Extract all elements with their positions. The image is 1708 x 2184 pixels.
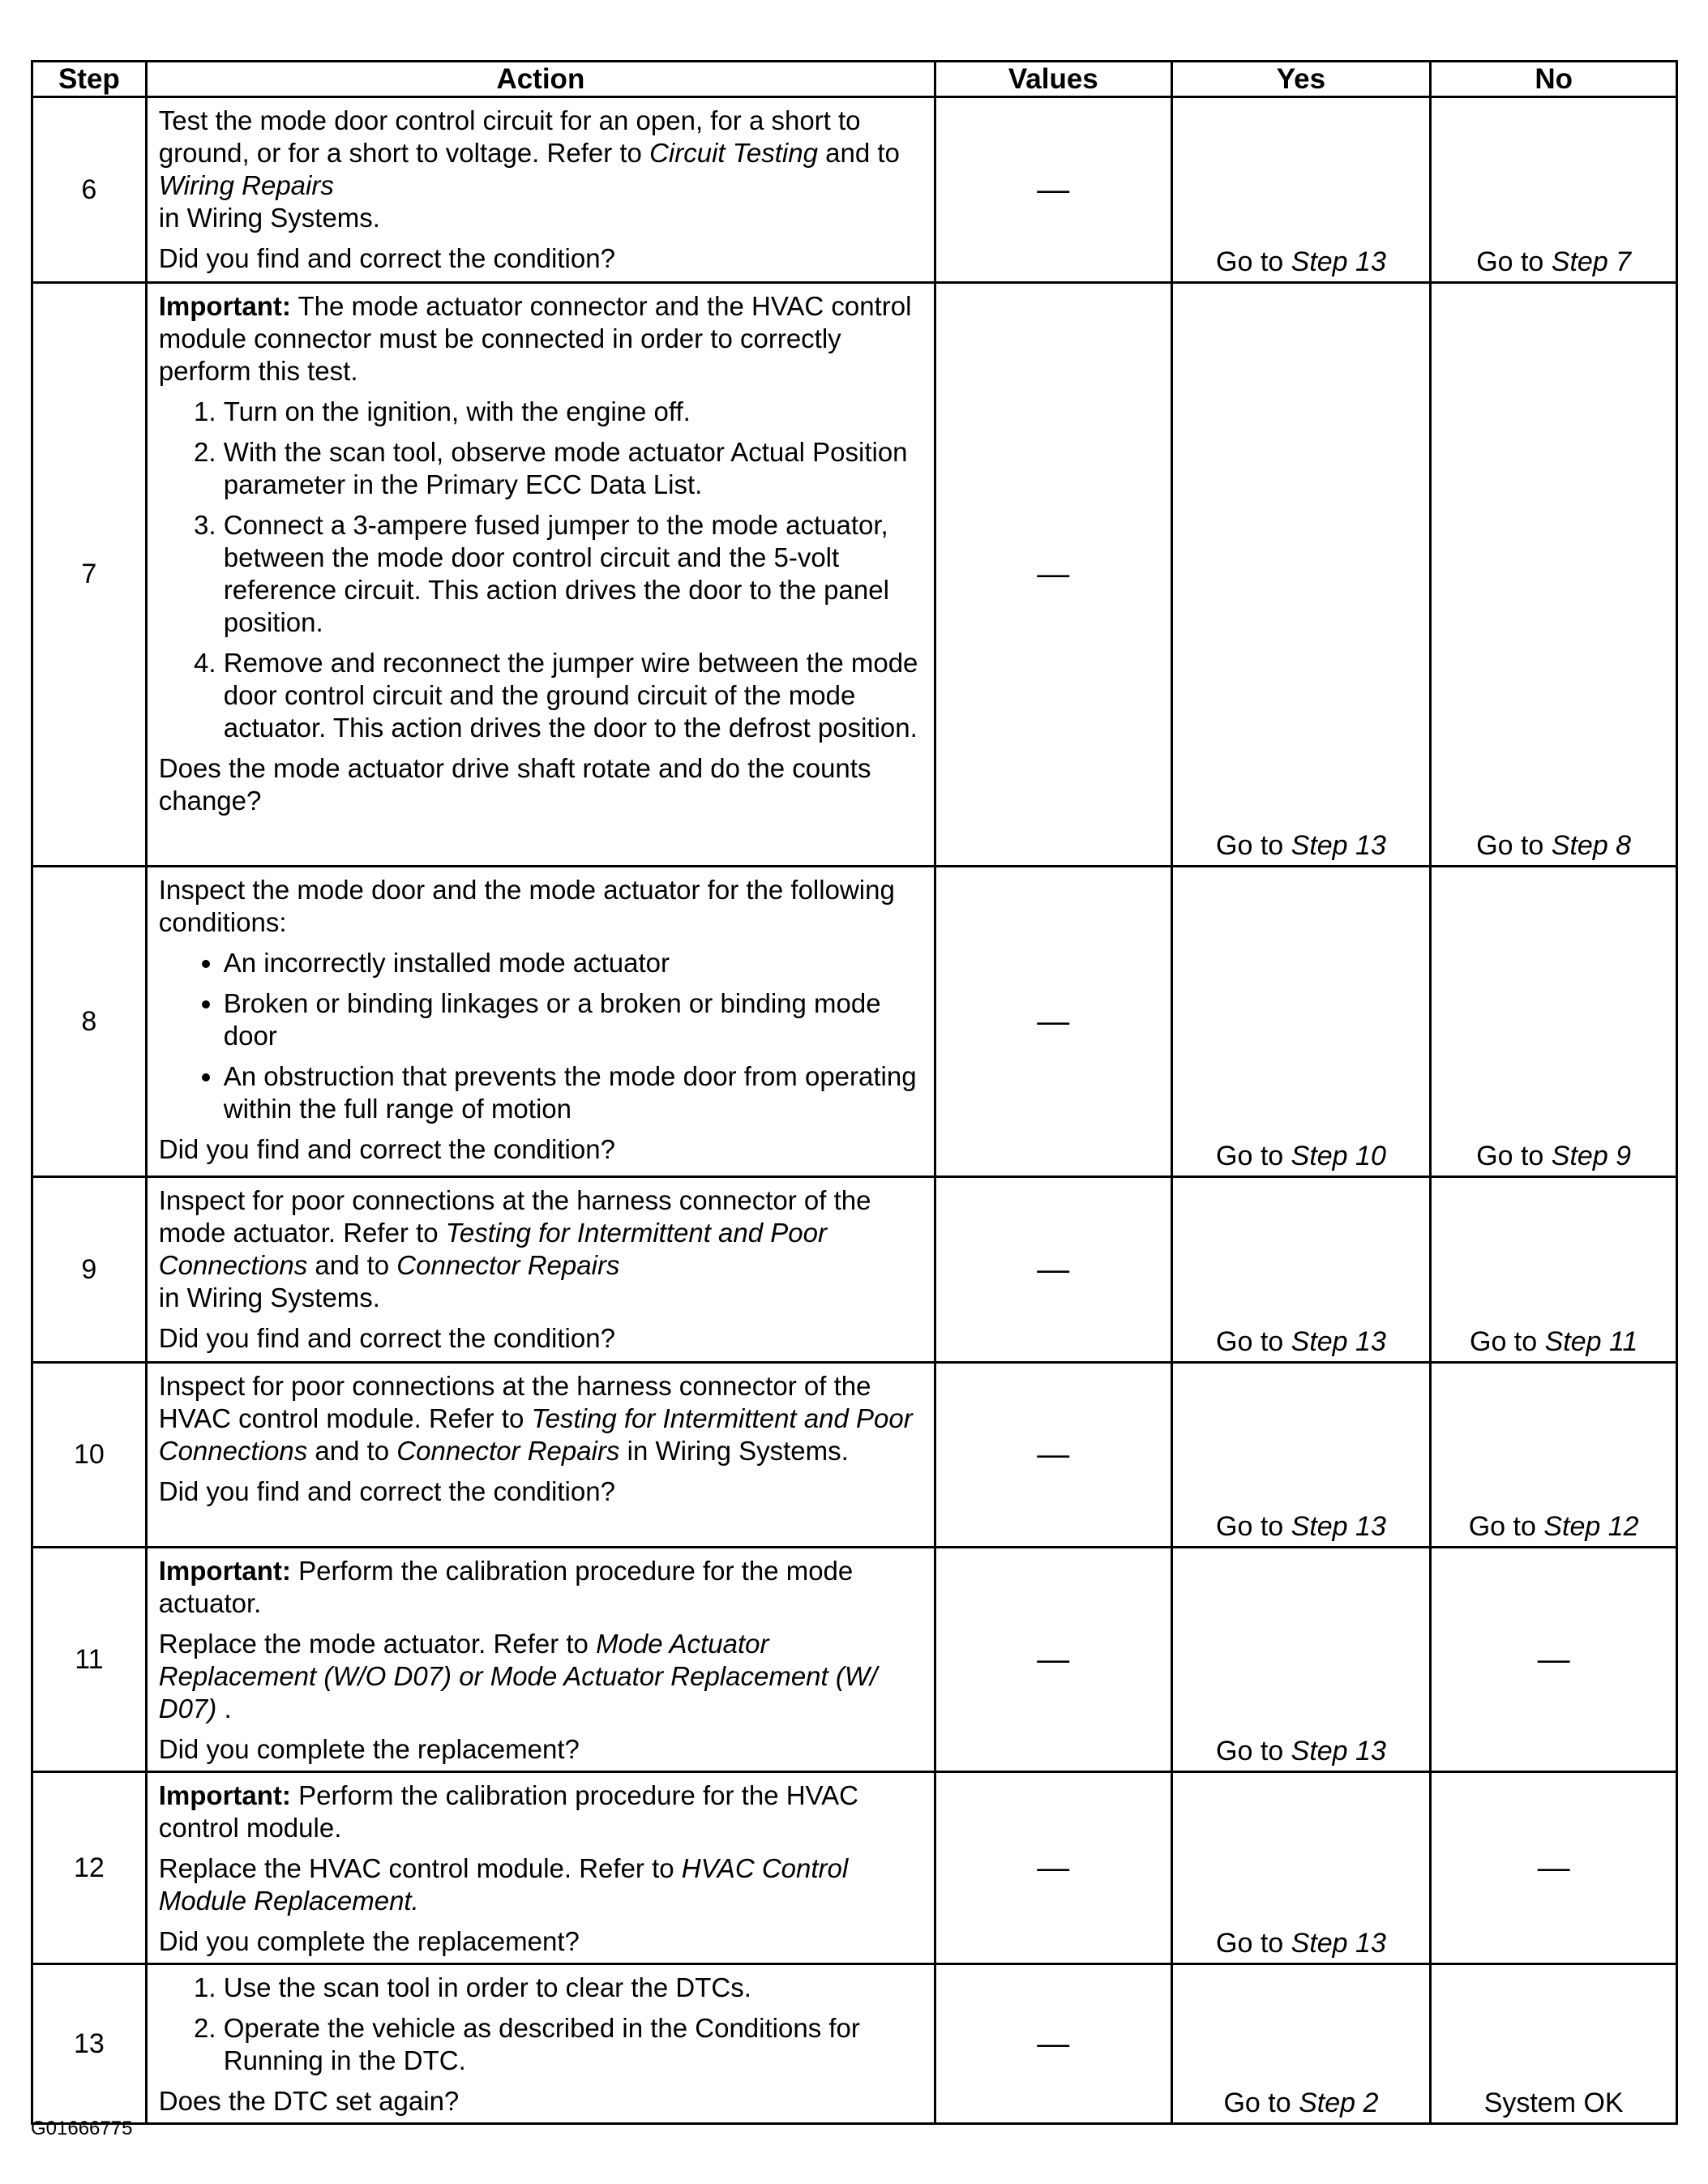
no-cell: System OK xyxy=(1431,1964,1677,2124)
step-number: 12 xyxy=(32,1772,147,1964)
action-question: Does the mode actuator drive shaft rotate and do the counts change? xyxy=(158,753,871,816)
yes-cell: Go to Step 13 xyxy=(1171,1548,1431,1772)
table-row xyxy=(32,97,1677,283)
figure-id: G01666775 xyxy=(31,2118,133,2139)
important-note: Important: Perform the calibration procedure for the mode actuator. xyxy=(158,1556,854,1618)
action-question: Did you find and correct the condition? xyxy=(158,1476,615,1506)
table-row xyxy=(32,1363,1677,1548)
list-item: 1. Use the scan tool in order to clear the DTCs. xyxy=(224,1972,922,2004)
yes-cell: Go to Step 13 xyxy=(1171,283,1431,867)
action-cell xyxy=(146,1363,935,1548)
no-cell: — xyxy=(1431,1772,1677,1964)
list-item: 1. Turn on the ignition, with the engine off. xyxy=(224,396,922,428)
values-cell: — xyxy=(935,283,1172,867)
procedure-list xyxy=(159,1972,922,2077)
list-item: • Broken or binding linkages or a broken or binding mode door xyxy=(224,987,922,1052)
diagnostic-table xyxy=(31,60,1678,2125)
yes-cell: Go to Step 13 xyxy=(1171,97,1431,283)
important-note: Important: The mode actuator connector and the HVAC control module connector must be connected in order to correctly perform this test. xyxy=(158,291,912,386)
header-step: Step xyxy=(32,62,147,97)
values-cell: — xyxy=(935,1772,1172,1964)
step-number: 8 xyxy=(32,867,147,1177)
step-number: 10 xyxy=(32,1363,147,1548)
values-cell: — xyxy=(935,1177,1172,1363)
values-cell: — xyxy=(935,97,1172,283)
list-item: • An obstruction that prevents the mode door from operating within the full range of motion xyxy=(224,1060,922,1125)
no-cell: Go to Step 8 xyxy=(1431,283,1677,867)
step-number: 6 xyxy=(32,97,147,283)
header-yes: Yes xyxy=(1171,62,1431,97)
action-question: Did you complete the replacement? xyxy=(158,1926,580,1956)
table-row xyxy=(32,867,1677,1177)
table-row xyxy=(32,1548,1677,1772)
action-cell xyxy=(146,1964,935,2124)
table-row xyxy=(32,283,1677,867)
yes-cell: Go to Step 10 xyxy=(1171,867,1431,1177)
action-paragraph: Replace the HVAC control module. Refer to HVAC Control Module Replacement. xyxy=(158,1853,849,1916)
yes-cell: Go to Step 13 xyxy=(1171,1177,1431,1363)
table-row xyxy=(32,1772,1677,1964)
action-cell xyxy=(146,867,935,1177)
step-number: 7 xyxy=(32,283,147,867)
header-no: No xyxy=(1431,62,1677,97)
no-cell: Go to Step 7 xyxy=(1431,97,1677,283)
action-cell xyxy=(146,1548,935,1772)
action-paragraph: Inspect the mode door and the mode actuator for the following conditions: xyxy=(158,875,895,937)
step-number: 13 xyxy=(32,1964,147,2124)
no-cell: Go to Step 9 xyxy=(1431,867,1677,1177)
action-question: Did you find and correct the condition? xyxy=(158,1323,615,1353)
action-question: Did you complete the replacement? xyxy=(158,1734,580,1764)
step-number: 9 xyxy=(32,1177,147,1363)
values-cell: — xyxy=(935,1548,1172,1772)
step-number: 11 xyxy=(32,1548,147,1772)
action-cell xyxy=(146,1177,935,1363)
list-item: 2. Operate the vehicle as described in the Conditions for Running in the DTC. xyxy=(224,2012,922,2077)
table-row xyxy=(32,1177,1677,1363)
action-paragraph: Test the mode door control circuit for an open, for a short to ground, or for a short to voltage. Refer to Circuit Testing and to Wiring Repairs in Wiring Systems. xyxy=(158,105,900,233)
no-cell: Go to Step 11 xyxy=(1431,1177,1677,1363)
header-row xyxy=(32,62,1677,97)
yes-cell: Go to Step 13 xyxy=(1171,1363,1431,1548)
procedure-list xyxy=(159,396,922,744)
list-item: 4. Remove and reconnect the jumper wire between the mode door control circuit and the ground circuit of the mode actuator. This action drives the door to the defrost position. xyxy=(224,647,922,744)
no-cell: Go to Step 12 xyxy=(1431,1363,1677,1548)
no-cell: — xyxy=(1431,1548,1677,1772)
list-item: • An incorrectly installed mode actuator xyxy=(224,947,922,979)
action-cell xyxy=(146,1772,935,1964)
action-cell xyxy=(146,283,935,867)
action-paragraph: Inspect for poor connections at the harness connector of the mode actuator. Refer to Testing for Intermittent and Poor Connections and to Connector Repairs in Wiring Systems. xyxy=(158,1185,871,1313)
action-question: Does the DTC set again? xyxy=(158,2086,460,2116)
action-paragraph: Replace the mode actuator. Refer to Mode Actuator Replacement (W/O D07) or Mode Actuator Replacement (W/ D07) . xyxy=(158,1629,878,1724)
values-cell: — xyxy=(935,1363,1172,1548)
list-item: 3. Connect a 3-ampere fused jumper to the mode actuator, between the mode door control circuit and the 5-volt reference circuit. This action drives the door to the panel position. xyxy=(224,509,922,639)
action-question: Did you find and correct the condition? xyxy=(158,243,615,273)
header-action: Action xyxy=(146,62,935,97)
yes-cell: Go to Step 13 xyxy=(1171,1772,1431,1964)
values-cell: — xyxy=(935,867,1172,1177)
list-item: 2. With the scan tool, observe mode actuator Actual Position parameter in the Primary ECC Data List. xyxy=(224,436,922,501)
yes-cell: Go to Step 2 xyxy=(1171,1964,1431,2124)
action-paragraph: Inspect for poor connections at the harness connector of the HVAC control module. Refer to Testing for Intermittent and Poor Connections and to Connector Repairs in Wiring Systems. xyxy=(158,1371,913,1466)
header-values: Values xyxy=(935,62,1172,97)
table-row xyxy=(32,1964,1677,2124)
important-note: Important: Perform the calibration procedure for the HVAC control module. xyxy=(158,1780,858,1843)
action-question: Did you find and correct the condition? xyxy=(158,1134,615,1164)
condition-list xyxy=(159,947,922,1125)
action-cell xyxy=(146,97,935,283)
values-cell: — xyxy=(935,1964,1172,2124)
